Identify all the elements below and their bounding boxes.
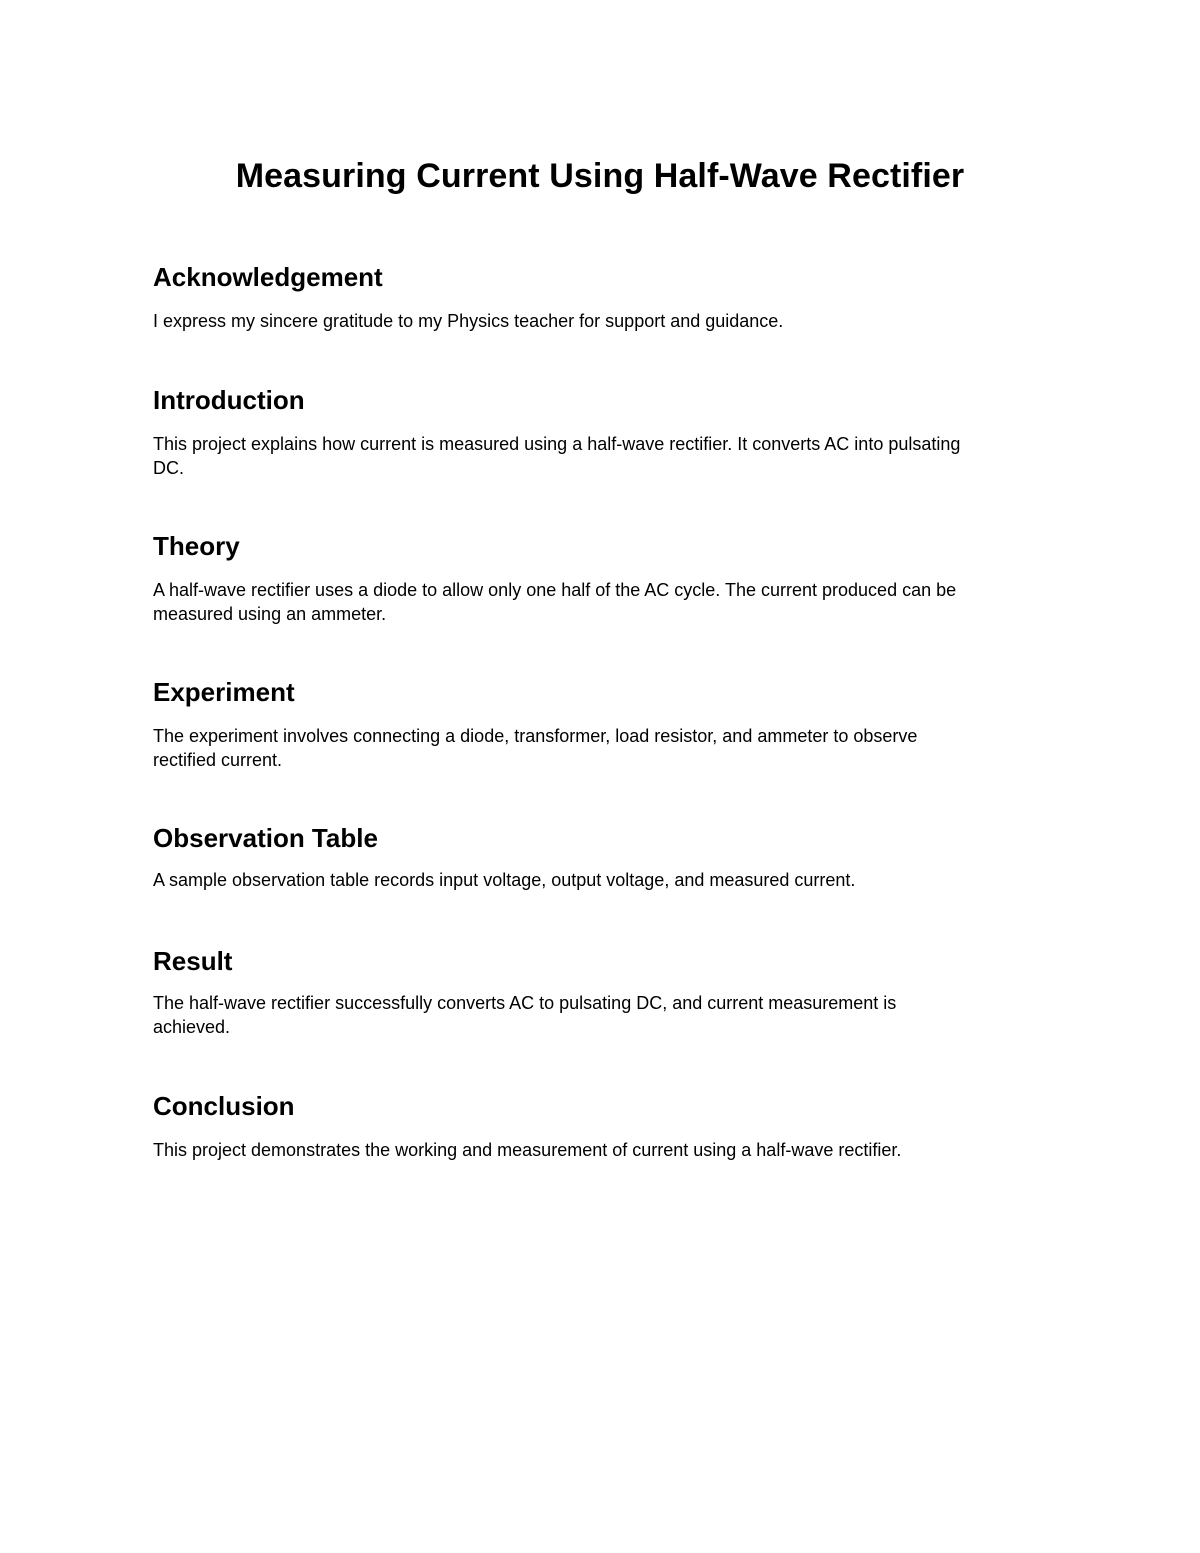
section-theory [153,530,1053,626]
section-body [153,578,1053,626]
section-heading: Conclusion [153,1091,295,1121]
section-body [153,991,1053,1039]
section-heading: Acknowledgement [153,262,383,292]
section-body [153,724,1053,772]
body-line: A half-wave rectifier uses a diode to allow only one half of the AC cycle. The current produced can be [153,580,957,600]
section-acknowledgement [153,261,1053,333]
section-experiment [153,676,1053,772]
body-line: achieved. [153,1017,231,1037]
body-line: The experiment involves connecting a diode, transformer, load resistor, and ammeter to observe [153,726,918,746]
section-result [153,945,1053,1039]
section-heading: Theory [153,531,240,561]
section-body [153,868,1053,892]
section-heading: Introduction [153,385,305,415]
body-line: DC. [153,458,184,478]
section-heading: Result [153,946,233,976]
body-line: The half-wave rectifier successfully converts AC to pulsating DC, and current measurement is [153,993,897,1013]
section-heading: Experiment [153,677,295,707]
body-line: I express my sincere gratitude to my Physics teacher for support and guidance. [153,311,784,331]
section-introduction [153,384,1053,480]
body-line: measured using an ammeter. [153,604,387,624]
section-body [153,1138,1053,1162]
body-line: rectified current. [153,750,283,770]
section-heading: Observation Table [153,823,378,853]
body-line: This project explains how current is measured using a half-wave rectifier. It converts AC into pulsating [153,434,961,454]
section-observation-table [153,822,1053,892]
document-title: Measuring Current Using Half-Wave Rectifier [235,157,965,195]
section-body [153,432,1053,480]
body-line: A sample observation table records input voltage, output voltage, and measured current. [153,870,856,890]
section-body [153,309,1053,333]
body-line: This project demonstrates the working and measurement of current using a half-wave rectifier. [153,1140,902,1160]
section-conclusion [153,1090,1053,1162]
